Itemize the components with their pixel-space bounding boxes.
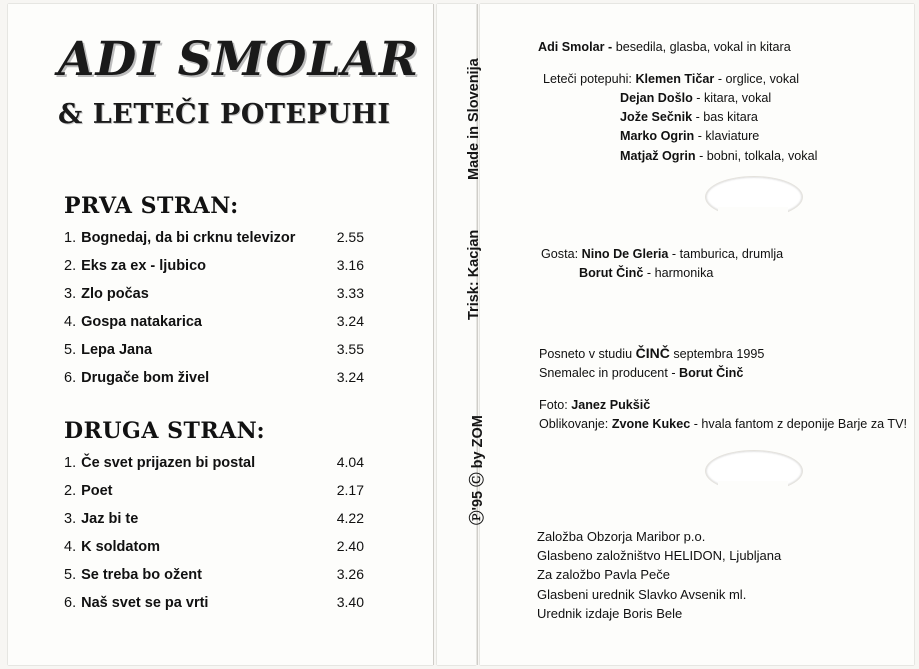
track-title: Se treba bo ožent	[81, 567, 202, 583]
track-number: 4.	[64, 539, 77, 555]
guest-name: Nino De Gleria	[581, 247, 669, 261]
track-number: 3.	[64, 511, 77, 527]
member-role: - bas kitara	[695, 110, 758, 125]
guest-role: - tamburica, drumlja	[671, 247, 784, 261]
spine-made-in: Made in Slovenija	[466, 58, 482, 180]
publisher-block	[537, 527, 781, 623]
track-number: 5.	[64, 342, 77, 358]
track-duration: 2.17	[336, 482, 364, 498]
track-duration: 3.24	[336, 313, 364, 329]
member-name: Matjaž Ogrin	[620, 148, 696, 163]
design-name: Zvone Kukec	[611, 417, 691, 432]
track-row	[64, 566, 364, 583]
studio-prefix: Posneto v studiu	[539, 347, 633, 361]
track-title: Eks za ex - ljubico	[81, 258, 207, 274]
guest-name: Borut Činč	[579, 266, 644, 281]
member-role: - klaviature	[697, 129, 760, 144]
track-duration: 3.26	[336, 566, 364, 582]
track-duration: 2.55	[336, 229, 364, 245]
track-title: Poet	[81, 483, 113, 499]
photo-name: Janez Pukšič	[571, 398, 651, 412]
member-name: Klemen Tičar	[635, 72, 715, 86]
engineer-name: Borut Činč	[679, 366, 744, 381]
spine-printer: Trisk: Kacjan	[466, 229, 482, 320]
publisher-line: Založba Obzorja Maribor p.o.	[537, 529, 706, 544]
fold-line-left	[433, 4, 434, 665]
member-name: Jože Sečnik	[620, 110, 693, 125]
publisher-line: Glasbeno založništvo HELIDON, Ljubljana	[537, 548, 782, 564]
track-number: 3.	[64, 286, 77, 302]
spine-copyright: Ⓟ'95 Ⓒ by ZOM	[470, 415, 486, 525]
band-title: ADI SMOLAR	[58, 32, 420, 87]
track-duration: 3.40	[336, 594, 364, 610]
track-row	[64, 454, 364, 471]
track-row	[64, 538, 364, 555]
track-number: 4.	[64, 314, 77, 330]
band-label: Leteči potepuhi:	[543, 72, 632, 86]
design-credits-block	[539, 396, 907, 434]
studio-credits-block	[539, 343, 764, 383]
track-duration: 3.16	[336, 257, 364, 273]
track-row	[64, 285, 364, 302]
band-subtitle: & LETEČI POTEPUHI	[58, 99, 391, 130]
track-title: Bognedaj, da bi crknu televizor	[81, 230, 296, 246]
studio-name: ČINČ	[635, 345, 670, 361]
publisher-line: Glasbeni urednik Slavko Avsenik ml.	[537, 586, 747, 602]
credit-leader-role: besedila, glasba, vokal in kitara	[615, 40, 791, 54]
side-b-block	[64, 418, 369, 622]
member-role: - orglice, vokal	[717, 72, 800, 86]
side-a-heading: PRVA STRAN:	[64, 193, 239, 219]
track-row	[64, 313, 364, 330]
cover-title-block	[58, 32, 420, 130]
track-duration: 3.55	[336, 341, 364, 357]
track-title: Jaz bi te	[81, 511, 139, 527]
track-title: Naš svet se pa vrti	[81, 595, 209, 611]
track-number: 1.	[64, 230, 77, 246]
design-prefix: Oblikovanje:	[539, 417, 609, 432]
track-row	[64, 482, 364, 499]
guest-credits-block	[541, 245, 783, 283]
track-title: Drugače bom živel	[81, 370, 210, 386]
credit-leader-name: Adi Smolar -	[538, 40, 613, 54]
track-row	[64, 369, 364, 386]
track-duration: 3.33	[336, 285, 364, 301]
band-credits-block	[543, 70, 817, 166]
track-title: K soldatom	[81, 539, 161, 555]
track-row	[64, 257, 364, 274]
window-cutout-bottom	[705, 450, 803, 492]
track-number: 5.	[64, 567, 77, 583]
track-number: 6.	[64, 595, 77, 611]
design-suffix: - hvala fantom z deponije Barje za TV!	[693, 417, 907, 432]
guests-label: Gosta:	[541, 247, 579, 261]
track-number: 2.	[64, 258, 77, 274]
track-number: 2.	[64, 483, 77, 499]
side-a-block	[64, 193, 369, 397]
publisher-line: Za založbo Pavla Peče	[537, 567, 670, 583]
track-number: 1.	[64, 455, 77, 471]
engineer-prefix: Snemalec in producent -	[539, 366, 676, 381]
track-row	[64, 594, 364, 611]
publisher-line: Urednik izdaje Boris Bele	[537, 605, 683, 621]
photo-prefix: Foto:	[539, 398, 568, 412]
studio-suffix: septembra 1995	[673, 347, 765, 361]
track-duration: 2.40	[336, 538, 364, 554]
member-role: - kitara, vokal	[696, 91, 772, 106]
track-number: 6.	[64, 370, 77, 386]
member-name: Marko Ogrin	[620, 129, 695, 144]
member-role: - bobni, tolkala, vokal	[699, 148, 818, 163]
track-row	[64, 229, 364, 246]
side-b-heading: DRUGA STRAN:	[64, 418, 266, 444]
track-duration: 4.22	[336, 510, 364, 526]
track-title: Če svet prijazen bi postal	[81, 455, 256, 471]
track-row	[64, 341, 364, 358]
track-duration: 4.04	[336, 454, 364, 470]
side-b-tracklist	[64, 454, 364, 611]
track-title: Zlo počas	[81, 286, 149, 302]
member-name: Dejan Došlo	[620, 91, 693, 106]
track-title: Lepa Jana	[81, 342, 153, 358]
track-title: Gospa natakarica	[81, 314, 202, 330]
credit-leader	[538, 38, 791, 57]
guest-role: - harmonika	[646, 266, 714, 281]
side-a-tracklist	[64, 229, 364, 386]
track-duration: 3.24	[336, 369, 364, 385]
window-cutout-top	[705, 176, 803, 218]
track-row	[64, 510, 364, 527]
